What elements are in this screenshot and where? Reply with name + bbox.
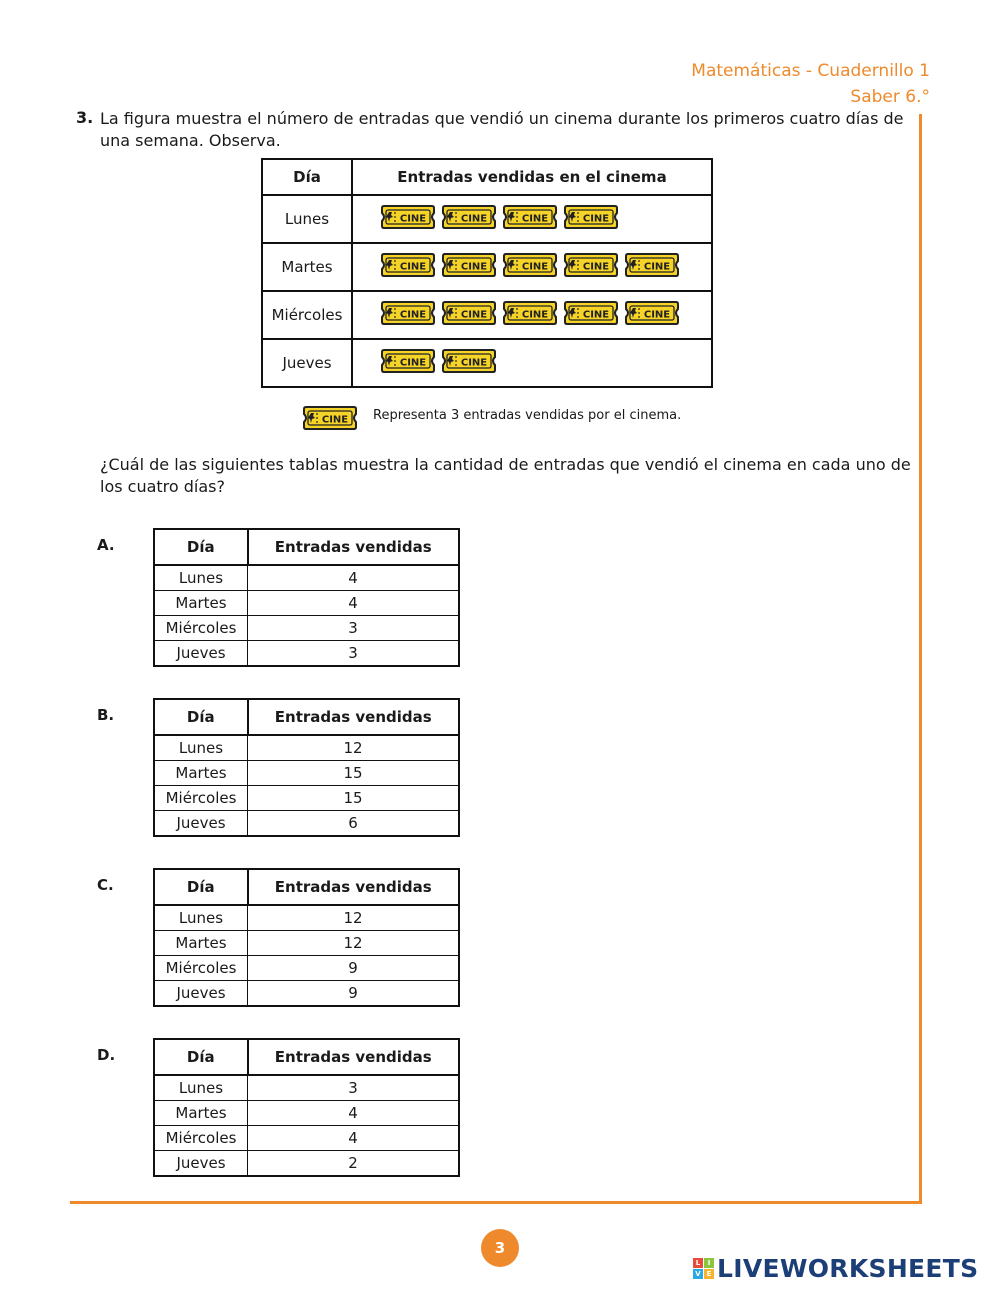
option-value: 9 (248, 981, 460, 1007)
option-day: Lunes (154, 905, 248, 931)
pictogram-day: Miércoles (262, 291, 352, 339)
option-value: 9 (248, 956, 460, 981)
option-value: 15 (248, 786, 460, 811)
option-value: 2 (248, 1151, 460, 1177)
svg-text:CINE: CINE (460, 309, 488, 321)
svg-text:CINE: CINE (582, 213, 610, 225)
option-value: 4 (248, 1101, 460, 1126)
svg-text:CINE: CINE (582, 309, 610, 321)
logo-grid-icon (693, 1258, 714, 1279)
option-day: Jueves (154, 811, 248, 837)
svg-text:CINE: CINE (399, 213, 427, 225)
pictogram-header-day: Día (262, 159, 352, 195)
pictogram-header-tickets: Entradas vendidas en el cinema (352, 159, 712, 195)
logo-text: LIVEWORKSHEETS (717, 1254, 979, 1283)
option-value: 15 (248, 761, 460, 786)
svg-text:CINE: CINE (399, 309, 427, 321)
header-grade: Saber 6.° (850, 87, 930, 107)
option-value: 12 (248, 735, 460, 761)
pictogram-table (261, 158, 713, 388)
option-c-letter[interactable]: C. (97, 876, 114, 894)
option-day: Jueves (154, 641, 248, 667)
option-header-value: Entradas vendidas (248, 529, 460, 565)
ticket-icon (441, 299, 497, 331)
page-border-bottom (70, 1201, 922, 1204)
option-a-letter[interactable]: A. (97, 536, 115, 554)
pictogram-row (262, 291, 712, 339)
ticket-icon (441, 251, 497, 283)
option-value: 4 (248, 591, 460, 616)
svg-text:CINE: CINE (460, 357, 488, 369)
option-c-table[interactable] (153, 868, 460, 1007)
pictogram-day: Lunes (262, 195, 352, 243)
option-day: Martes (154, 931, 248, 956)
logo-letter: I (704, 1258, 714, 1268)
pictogram-day: Jueves (262, 339, 352, 387)
pictogram-icons (352, 339, 712, 387)
option-d-table[interactable] (153, 1038, 460, 1177)
legend-text: Representa 3 entradas vendidas por el cinema. (373, 408, 682, 423)
option-day: Miércoles (154, 1126, 248, 1151)
option-b-letter[interactable]: B. (97, 706, 115, 724)
option-header-value: Entradas vendidas (248, 699, 460, 735)
option-value: 4 (248, 565, 460, 591)
option-header-day: Día (154, 1039, 248, 1075)
ticket-icon (502, 251, 558, 283)
option-day: Martes (154, 761, 248, 786)
ticket-icon (563, 203, 619, 235)
option-value: 6 (248, 811, 460, 837)
option-day: Miércoles (154, 786, 248, 811)
option-day: Jueves (154, 981, 248, 1007)
pictogram-row (262, 243, 712, 291)
option-value: 3 (248, 641, 460, 667)
ticket-icon (380, 203, 436, 235)
pictogram-day: Martes (262, 243, 352, 291)
option-header-value: Entradas vendidas (248, 1039, 460, 1075)
ticket-icon (624, 251, 680, 283)
option-day: Miércoles (154, 956, 248, 981)
svg-text:CINE: CINE (643, 261, 671, 273)
header-subject: Matemáticas - Cuadernillo 1 (691, 61, 930, 81)
option-day: Martes (154, 1101, 248, 1126)
ticket-icon (441, 203, 497, 235)
option-day: Jueves (154, 1151, 248, 1177)
pictogram-row (262, 339, 712, 387)
option-value: 3 (248, 616, 460, 641)
question-prompt: ¿Cuál de las siguientes tablas muestra la cantidad de entradas que vendió el cinema en cada uno de los cuatro días? (100, 455, 911, 496)
svg-text:CINE: CINE (521, 213, 549, 225)
option-day: Lunes (154, 565, 248, 591)
logo-letter: V (693, 1269, 703, 1279)
ticket-icon (441, 347, 497, 379)
question-number: 3. (76, 108, 94, 127)
question-text: La figura muestra el número de entradas que vendió un cinema durante los primeros cuatro días de una semana. Observa. (100, 109, 904, 150)
option-d-letter[interactable]: D. (97, 1046, 116, 1064)
ticket-icon (380, 251, 436, 283)
option-day: Miércoles (154, 616, 248, 641)
ticket-icon (624, 299, 680, 331)
ticket-icon (563, 299, 619, 331)
svg-text:CINE: CINE (399, 357, 427, 369)
logo-letter: E (704, 1269, 714, 1279)
svg-text:CINE: CINE (521, 309, 549, 321)
svg-text:CINE: CINE (399, 261, 427, 273)
svg-text:CINE: CINE (582, 261, 610, 273)
option-day: Lunes (154, 1075, 248, 1101)
option-value: 3 (248, 1075, 460, 1101)
option-b-table[interactable] (153, 698, 460, 837)
ticket-icon (502, 203, 558, 235)
logo-letter: L (693, 1258, 703, 1268)
pictogram-icons (352, 291, 712, 339)
ticket-icon (380, 299, 436, 331)
svg-text:CINE: CINE (321, 414, 349, 426)
option-a-table[interactable] (153, 528, 460, 667)
page-number: 3 (481, 1229, 519, 1267)
option-value: 12 (248, 905, 460, 931)
option-header-day: Día (154, 699, 248, 735)
legend-ticket-icon (302, 403, 358, 437)
page-border-right (919, 114, 922, 1204)
option-header-value: Entradas vendidas (248, 869, 460, 905)
option-value: 12 (248, 931, 460, 956)
ticket-icon (502, 299, 558, 331)
svg-text:CINE: CINE (460, 213, 488, 225)
pictogram-icons (352, 243, 712, 291)
option-header-day: Día (154, 869, 248, 905)
option-header-day: Día (154, 529, 248, 565)
option-day: Martes (154, 591, 248, 616)
pictogram-row (262, 195, 712, 243)
svg-text:CINE: CINE (460, 261, 488, 273)
ticket-icon (563, 251, 619, 283)
svg-text:CINE: CINE (643, 309, 671, 321)
option-value: 4 (248, 1126, 460, 1151)
liveworksheets-logo[interactable] (693, 1254, 978, 1283)
svg-text:CINE: CINE (521, 261, 549, 273)
ticket-icon (380, 347, 436, 379)
pictogram-icons (352, 195, 712, 243)
option-day: Lunes (154, 735, 248, 761)
